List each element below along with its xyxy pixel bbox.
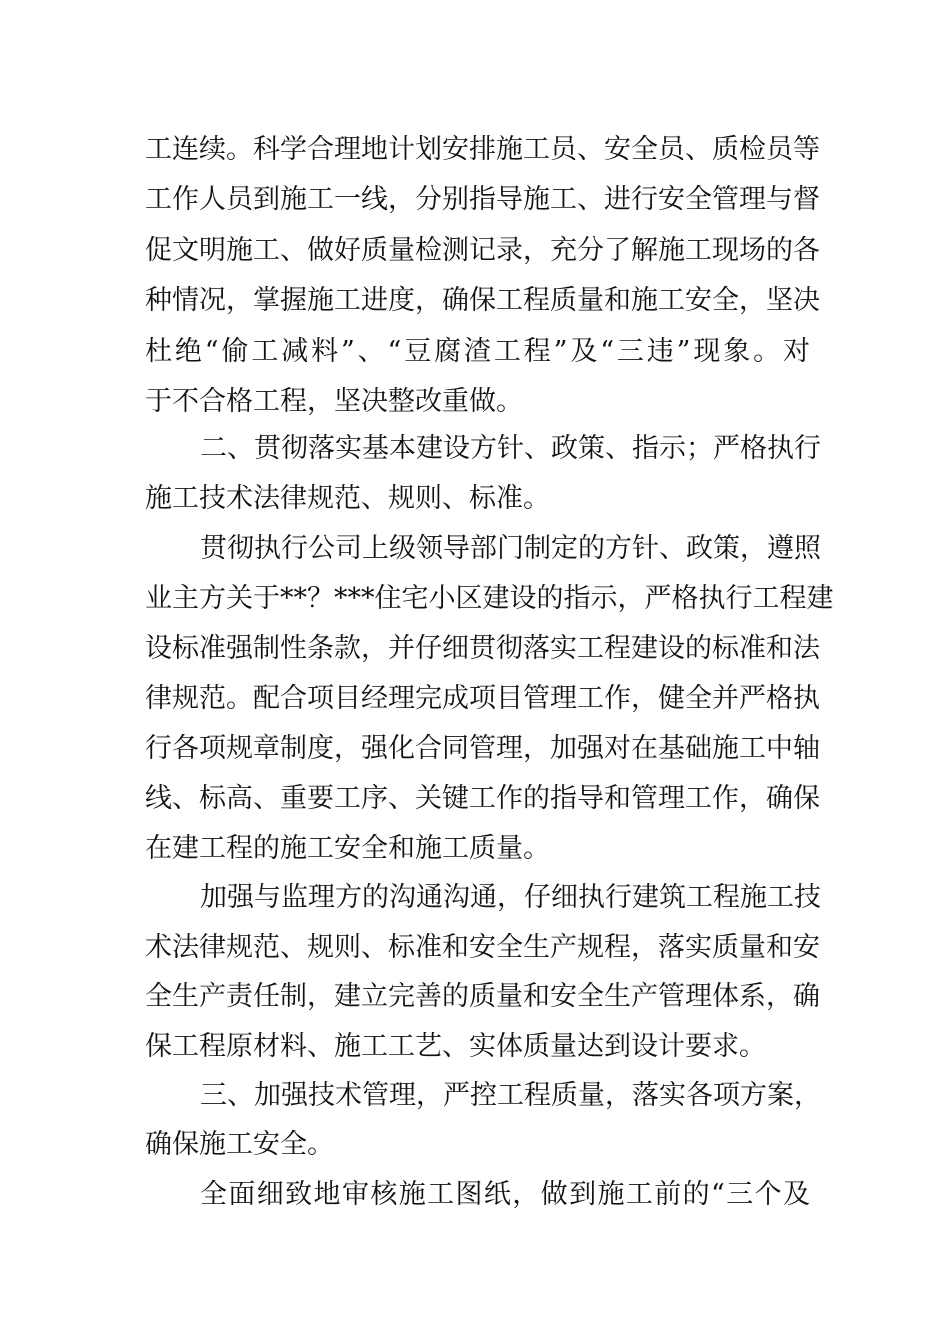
paragraph-line: 在建工程的施工安全和施工质量。 <box>145 833 550 864</box>
paragraph-line: 工作人员到施工一线，分别指导施工、进行安全管理与督 <box>145 184 820 215</box>
paragraph-line: 加强与监理方的沟通沟通，仔细执行建筑工程施工技 <box>200 882 821 913</box>
section-heading-line: 二、贯彻落实基本建设方针、政策、指示；严格执行 <box>200 433 821 464</box>
paragraph-line: 设标准强制性条款，并仔细贯彻落实工程建设的标准和法 <box>145 633 820 664</box>
paragraph-line: 全面细致地审核施工图纸，做到施工前的“三个及 <box>200 1179 810 1210</box>
paragraph-line: 于不合格工程，坚决整改重做。 <box>145 386 523 417</box>
paragraph-line: 促文明施工、做好质量检测记录，充分了解施工现场的各 <box>145 235 820 266</box>
section-heading-line: 施工技术法律规范、规则、标准。 <box>145 483 550 514</box>
paragraph-line: 杜绝“偷工减料”、“豆腐渣工程”及“三违”现象。对 <box>145 336 810 367</box>
paragraph-line: 律规范。配合项目经理完成项目管理工作，健全并严格执 <box>145 683 820 714</box>
paragraph-line: 业主方关于**？***住宅小区建设的指示，严格执行工程建 <box>145 583 834 614</box>
paragraph-line: 种情况，掌握施工进度，确保工程质量和施工安全，坚决 <box>145 285 820 316</box>
paragraph-line: 工连续。科学合理地计划安排施工员、安全员、质检员等 <box>145 134 820 165</box>
paragraph-line: 保工程原材料、施工工艺、实体质量达到设计要求。 <box>145 1031 766 1062</box>
paragraph-line: 线、标高、重要工序、关键工作的指导和管理工作，确保 <box>145 783 820 814</box>
paragraph-line: 术法律规范、规则、标准和安全生产规程，落实质量和安 <box>145 932 820 963</box>
paragraph-line: 全生产责任制，建立完善的质量和安全生产管理体系，确 <box>145 981 820 1012</box>
paragraph-line: 贯彻执行公司上级领导部门制定的方针、政策，遵照 <box>200 533 821 564</box>
paragraph-line: 行各项规章制度，强化合同管理，加强对在基础施工中轴 <box>145 733 820 764</box>
section-heading-line: 三、加强技术管理，严控工程质量，落实各项方案， <box>200 1080 821 1111</box>
section-heading-line: 确保施工安全。 <box>145 1129 334 1160</box>
